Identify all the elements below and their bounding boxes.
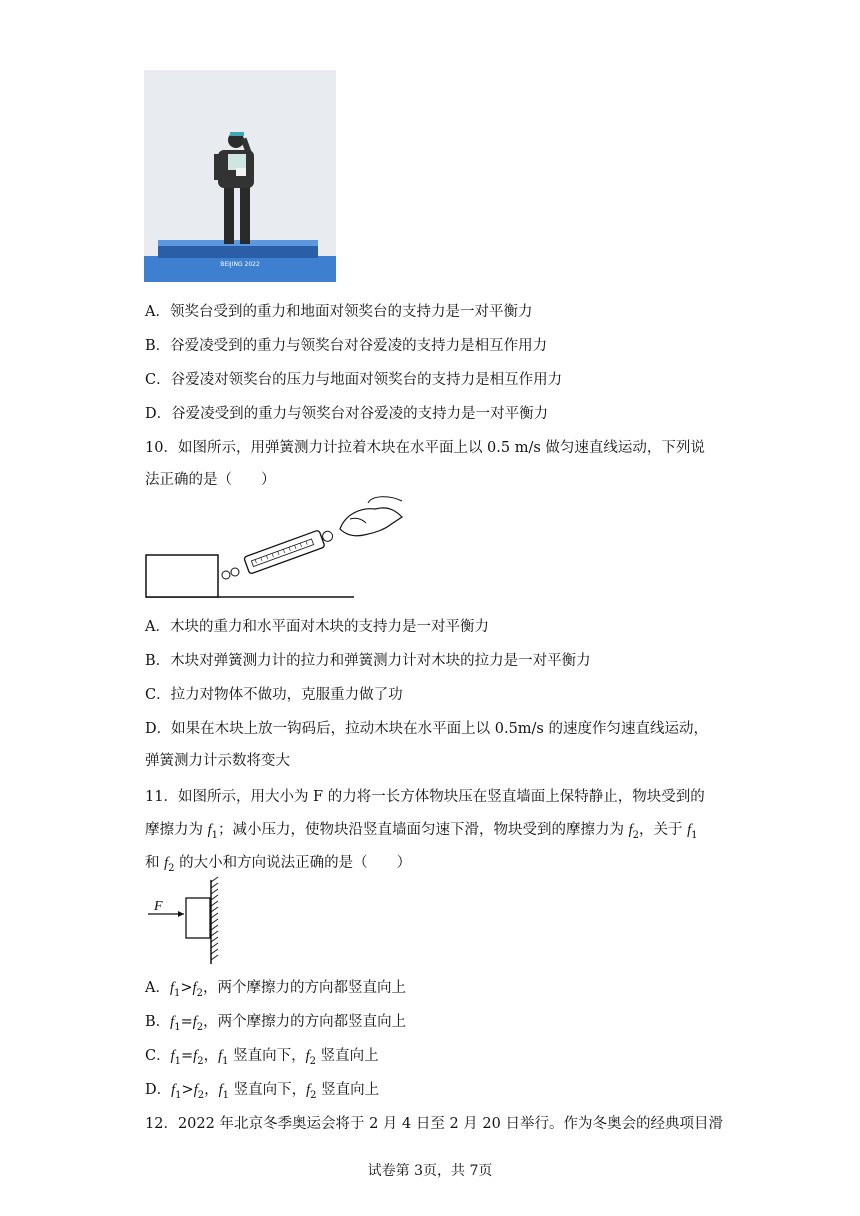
q11-stem-line3: 和 $f_2$ 的大小和方向说法正确的是（ ） [145, 855, 412, 874]
q9-option-a: A．领奖台受到的重力和地面对领奖台的支持力是一对平衡力 [145, 304, 533, 320]
q9-option-d: D．谷爱凌受到的重力与领奖台对谷爱凌的支持力是一对平衡力 [145, 406, 549, 422]
q12-stem-line1: 12．2022 年北京冬季奥运会将于 2 月 4 日至 2 月 20 日举行。作为冬奥会的经典项目滑 [145, 1116, 723, 1132]
q10-option-c: C．拉力对物体不做功，克服重力做了功 [145, 687, 403, 703]
q10-stem-line2: 法正确的是（ ） [145, 472, 276, 488]
q10-stem-line1: 10．如图所示，用弹簧测力计拉着木块在水平面上以 0.5 m/s 做匀速直线运动，下列说 [145, 440, 705, 456]
q9-option-b: B．谷爱凌受到的重力与领奖台对谷爱凌的支持力是相互作用力 [145, 338, 548, 354]
q11-option-c: C．$f_1=f_2$，$f_1$ 竖直向下，$f_2$ 竖直向上 [145, 1048, 379, 1067]
wall-block-figure [140, 876, 240, 966]
q11-stem-line2: 摩擦力为 $f_1$；减小压力，使物块沿竖直墙面匀速下滑，物块受到的摩擦力为 $f_2$，关于 $f_1$ [145, 822, 698, 841]
q10-option-a: A．木块的重力和水平面对木块的支持力是一对平衡力 [145, 619, 489, 635]
q10-option-d: D．如果在木块上放一钩码后，拉动木块在水平面上以 0.5m/s 的速度作匀速直线运动， [145, 721, 708, 737]
q9-option-c: C．谷爱凌对领奖台的压力与地面对领奖台的支持力是相互作用力 [145, 372, 563, 388]
spring-scale-figure [140, 495, 410, 605]
q10-option-d-cont: 弹簧测力计示数将变大 [145, 753, 290, 769]
podium-logo-text: BEIJING 2022 [220, 261, 260, 268]
q11-option-a: A．$f_1>f_2$，两个摩擦力的方向都竖直向上 [145, 980, 406, 999]
q11-option-d: D．$f_1>f_2$，$f_1$ 竖直向下，$f_2$ 竖直向上 [145, 1082, 380, 1101]
force-label: F [154, 899, 163, 914]
q11-option-b: B．$f_1=f_2$，两个摩擦力的方向都竖直向上 [145, 1014, 407, 1033]
q10-option-b: B．木块对弹簧测力计的拉力和弹簧测力计对木块的拉力是一对平衡力 [145, 653, 591, 669]
q11-stem-line1: 11．如图所示，用大小为 F 的力将一长方体物块压在竖直墙面上保特静止，物块受到的 [145, 789, 705, 805]
podium-photo [144, 70, 336, 282]
page-footer: 试卷第 3页，共 7页 [367, 1163, 493, 1179]
